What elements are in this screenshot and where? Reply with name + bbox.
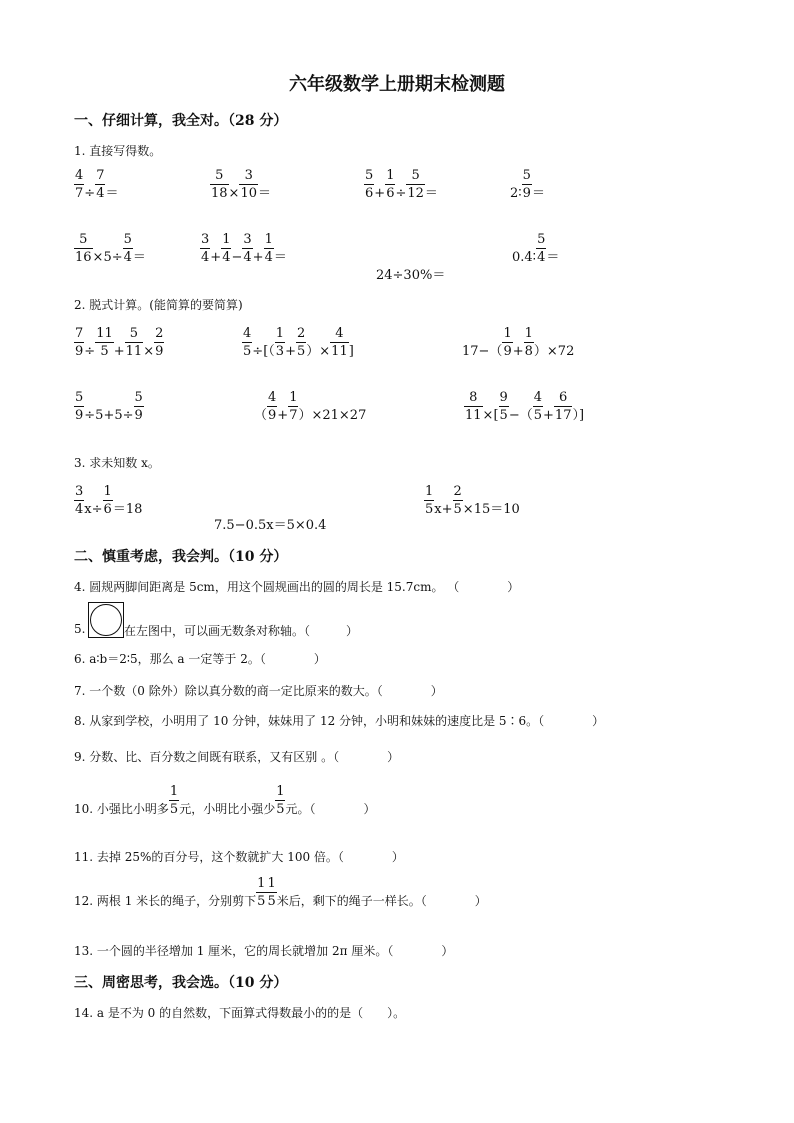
page-title: 六年级数学上册期末检测题 [289,74,505,95]
section-1-heading: 一、仔细计算，我全对。（28 分） [74,113,288,129]
q1-expr-6: $\frac{3}{4}$ + $\frac{1}{4}$ − $\frac{3}{4}$ + $\frac{1}{4}$ ＝ [201,232,287,265]
q1-expr-5: $\frac{5}{16}$ ×5÷ $\frac{5}{4}$ ＝ [75,232,146,265]
q2-expr-1: $\frac{7}{9}$ ÷ $\frac{11}{5}$ + $\frac{5}{11}$ × $\frac{2}{9}$ [75,326,164,359]
q3-label: 3. 求未知数 x。 [74,456,160,470]
q3-expr-1: $\frac{3}{4}$ x÷ $\frac{1}{6}$ ＝18 [75,484,143,517]
section-3-heading: 三、周密思考，我会选。（10 分） [74,975,288,991]
inscribed-circle-figure [90,604,122,636]
q1-expr-4: 2∶ $\frac{5}{9}$ ＝ [510,168,545,201]
q1-expr-7: 24÷30%＝ [376,268,446,283]
q1-expr-1: $\frac{4}{7}$ ÷ $\frac{7}{4}$ ＝ [75,168,119,201]
q11-text: 11. 去掉 25%的百分号，这个数就扩大 100 倍。（ ） [74,850,404,864]
q2-expr-2: $\frac{4}{5}$ ÷[（ $\frac{1}{3}$ + $\frac{2}{5}$ ）× $\frac{4}{11}$ ] [243,326,354,359]
q1-expr-8: 0.4∶ $\frac{5}{4}$ ＝ [512,232,560,265]
q3-expr-2: 7.5−0.5x＝5×0.4 [214,518,327,533]
q3-expr-3: $\frac{1}{5}$ x+ $\frac{2}{5}$ ×15＝10 [425,484,520,517]
q5-number: 5. [74,622,86,636]
q1-label: 1. 直接写得数。 [74,144,162,158]
q2-expr-3: 17−（ $\frac{1}{9}$ + $\frac{1}{8}$ ）×72 [462,326,575,359]
q7-text: 7. 一个数（0 除外）除以真分数的商一定比原来的数大。（ ） [74,684,443,698]
q9-text: 9. 分数、比、百分数之间既有联系，又有区别 。（ ） [74,750,400,764]
q2-expr-4: $\frac{5}{9}$ ÷5+5÷ $\frac{5}{9}$ [75,390,143,423]
q2-label: 2. 脱式计算。(能简算的要简算) [74,298,243,312]
q2-expr-6: $\frac{8}{11}$ ×[ $\frac{9}{5}$ −（ $\frac{4}{5}$ + $\frac{6}{17}$ ）] [465,390,585,423]
q1-expr-3: $\frac{5}{6}$ + $\frac{1}{6}$ ÷ $\frac{5}{12}$ ＝ [365,168,438,201]
q1-expr-2: $\frac{5}{18}$ × $\frac{3}{10}$ ＝ [211,168,272,201]
q12-text: 12. 两根 1 米长的绳子，分别剪下 $\frac{1}{5}$ $\frac{1}{5}$ 米后，剩下的绳子一样长。（ ） [74,876,487,909]
q14-text: 14. a 是不为 0 的自然数，下面算式得数最小的的是（ ）。 [74,1006,406,1020]
section-2-heading: 二、慎重考虑，我会判。（10 分） [74,549,288,565]
q10-text: 10. 小强比小明多 $\frac{1}{5}$ 元，小明比小强少 $\frac{1}{5}$ 元。（ ） [74,784,376,817]
q8-text: 8. 从家到学校，小明用了 10 分钟，妹妹用了 12 分钟，小明和妹妹的速度比是 5∶6。（ ） [74,714,605,728]
q2-expr-5: （ $\frac{4}{9}$ + $\frac{1}{7}$ ）×21×27 [254,390,367,423]
q5-text: 在左图中，可以画无数条对称轴。（ ） [124,624,359,638]
q13-text: 13. 一个圆的半径增加 1 厘米，它的周长就增加 2π 厘米。（ ） [74,944,454,958]
q6-text: 6. a∶b＝2∶5，那么 a 一定等于 2。（ ） [74,652,326,666]
q4-text: 4. 圆规两脚间距离是 5cm，用这个圆规画出的圆的周长是 15.7cm。 （ ） [74,580,520,594]
